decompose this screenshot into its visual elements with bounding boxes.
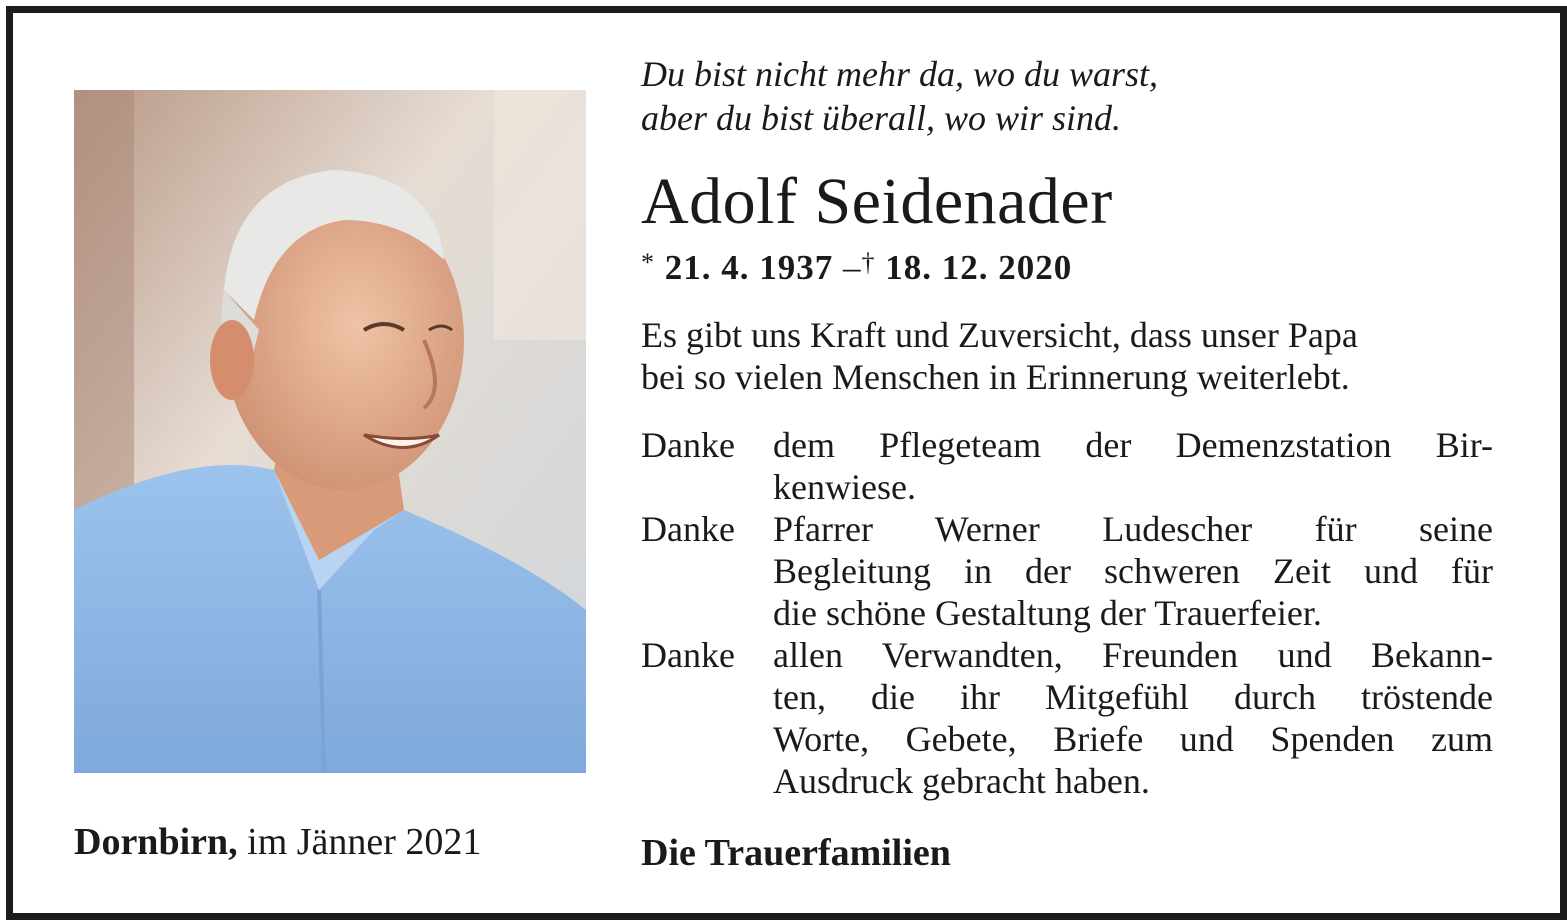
thanks-line: Begleitung in der schweren Zeit und für	[773, 551, 1493, 591]
thanks-section	[641, 424, 1493, 802]
place-city: Dornbirn,	[74, 821, 238, 863]
thanks-line: allen Verwandten, Freunden und Bekann-	[773, 635, 1493, 675]
thanks-entry	[641, 508, 1493, 634]
intro-paragraph	[641, 314, 1493, 398]
place-date: im Jänner 2021	[247, 821, 482, 863]
thanks-label: Danke	[641, 509, 735, 549]
thanks-entry	[641, 424, 1493, 508]
date-separator: –	[843, 248, 862, 287]
birth-date: 21. 4. 1937	[664, 248, 834, 287]
thanks-text	[773, 508, 1493, 634]
thanks-line: Pfarrer Werner Ludescher für seine	[773, 509, 1493, 549]
intro-line: Es gibt uns Kraft und Zuversicht, dass unser Papa	[641, 315, 1358, 355]
thanks-text	[773, 634, 1493, 802]
thanks-label: Danke	[641, 635, 735, 675]
thanks-label: Danke	[641, 425, 735, 465]
death-date: 18. 12. 2020	[885, 248, 1073, 287]
birth-symbol: *	[641, 248, 655, 277]
death-symbol: †	[861, 248, 876, 277]
thanks-line: dem Pflegeteam der Demenzstation Bir-	[773, 425, 1493, 465]
portrait-illustration	[74, 90, 586, 773]
thanks-line: kenwiese.	[773, 467, 916, 507]
portrait-photo	[74, 90, 586, 773]
thanks-entry	[641, 634, 1493, 802]
thanks-text	[773, 424, 1493, 508]
thanks-line: Ausdruck gebracht haben.	[773, 761, 1150, 801]
family-signoff: Die Trauerfamilien	[641, 832, 951, 874]
thanks-line: ten, die ihr Mitgefühl durch tröstende	[773, 677, 1493, 717]
quote-line: Du bist nicht mehr da, wo du warst,	[641, 54, 1159, 94]
thanks-line: Worte, Gebete, Briefe und Spenden zum	[773, 719, 1493, 759]
intro-line: bei so vielen Menschen in Erinnerung weiterlebt.	[641, 357, 1350, 397]
thanks-line: die schöne Gestaltung der Trauerfeier.	[773, 593, 1322, 633]
quote-line: aber du bist überall, wo wir sind.	[641, 98, 1122, 138]
life-dates	[641, 240, 1072, 291]
deceased-name: Adolf Seidenader	[641, 165, 1113, 238]
memorial-quote	[641, 52, 1158, 140]
place-date-line	[74, 816, 481, 868]
